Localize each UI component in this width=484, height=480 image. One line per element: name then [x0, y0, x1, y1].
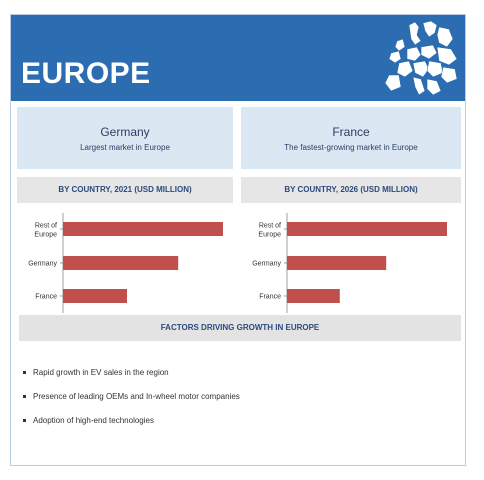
category-label: Germany — [252, 260, 281, 268]
bar-chart-2026-svg — [241, 205, 457, 317]
highlight-country: France — [332, 125, 370, 139]
region-title: EUROPE — [21, 57, 151, 90]
bar-chart-2026 — [241, 205, 457, 317]
highlight-caption: The fastest-growing market in Europe — [284, 143, 418, 152]
bar-rest-of-europe — [287, 222, 447, 236]
europe-map-icon — [379, 19, 461, 99]
highlight-caption: Largest market in Europe — [80, 143, 170, 152]
bar-rest-of-europe — [63, 222, 223, 236]
highlight-germany — [17, 107, 233, 169]
category-label: France — [259, 293, 281, 301]
factor-text: Rapid growth in EV sales in the region — [33, 368, 169, 377]
bar-france — [287, 289, 340, 303]
factor-item — [23, 415, 240, 439]
bullet-icon — [23, 419, 26, 422]
europe-infographic-card — [10, 14, 466, 466]
bar-france — [63, 289, 127, 303]
bullet-icon — [23, 395, 26, 398]
chart-header-2021: BY COUNTRY, 2021 (USD MILLION) — [17, 177, 233, 203]
bar-germany — [63, 256, 178, 270]
factor-item — [23, 391, 240, 415]
highlight-country: Germany — [100, 125, 150, 139]
chart-header-2026: BY COUNTRY, 2026 (USD MILLION) — [241, 177, 461, 203]
region-banner — [11, 15, 465, 101]
category-label: France — [35, 293, 57, 301]
bar-germany — [287, 256, 386, 270]
factors-list — [23, 367, 240, 439]
factor-text: Presence of leading OEMs and In-wheel motor companies — [33, 392, 240, 401]
factors-title: FACTORS DRIVING GROWTH IN EUROPE — [19, 315, 461, 341]
factor-text: Adoption of high-end technologies — [33, 416, 154, 425]
category-label: Rest of Europe — [34, 222, 57, 239]
factor-item — [23, 367, 240, 391]
highlight-france — [241, 107, 461, 169]
bar-chart-2021-svg — [17, 205, 233, 317]
bullet-icon — [23, 371, 26, 374]
category-label: Germany — [28, 260, 57, 268]
category-label: Rest of Europe — [258, 222, 281, 239]
bar-chart-2021 — [17, 205, 233, 317]
